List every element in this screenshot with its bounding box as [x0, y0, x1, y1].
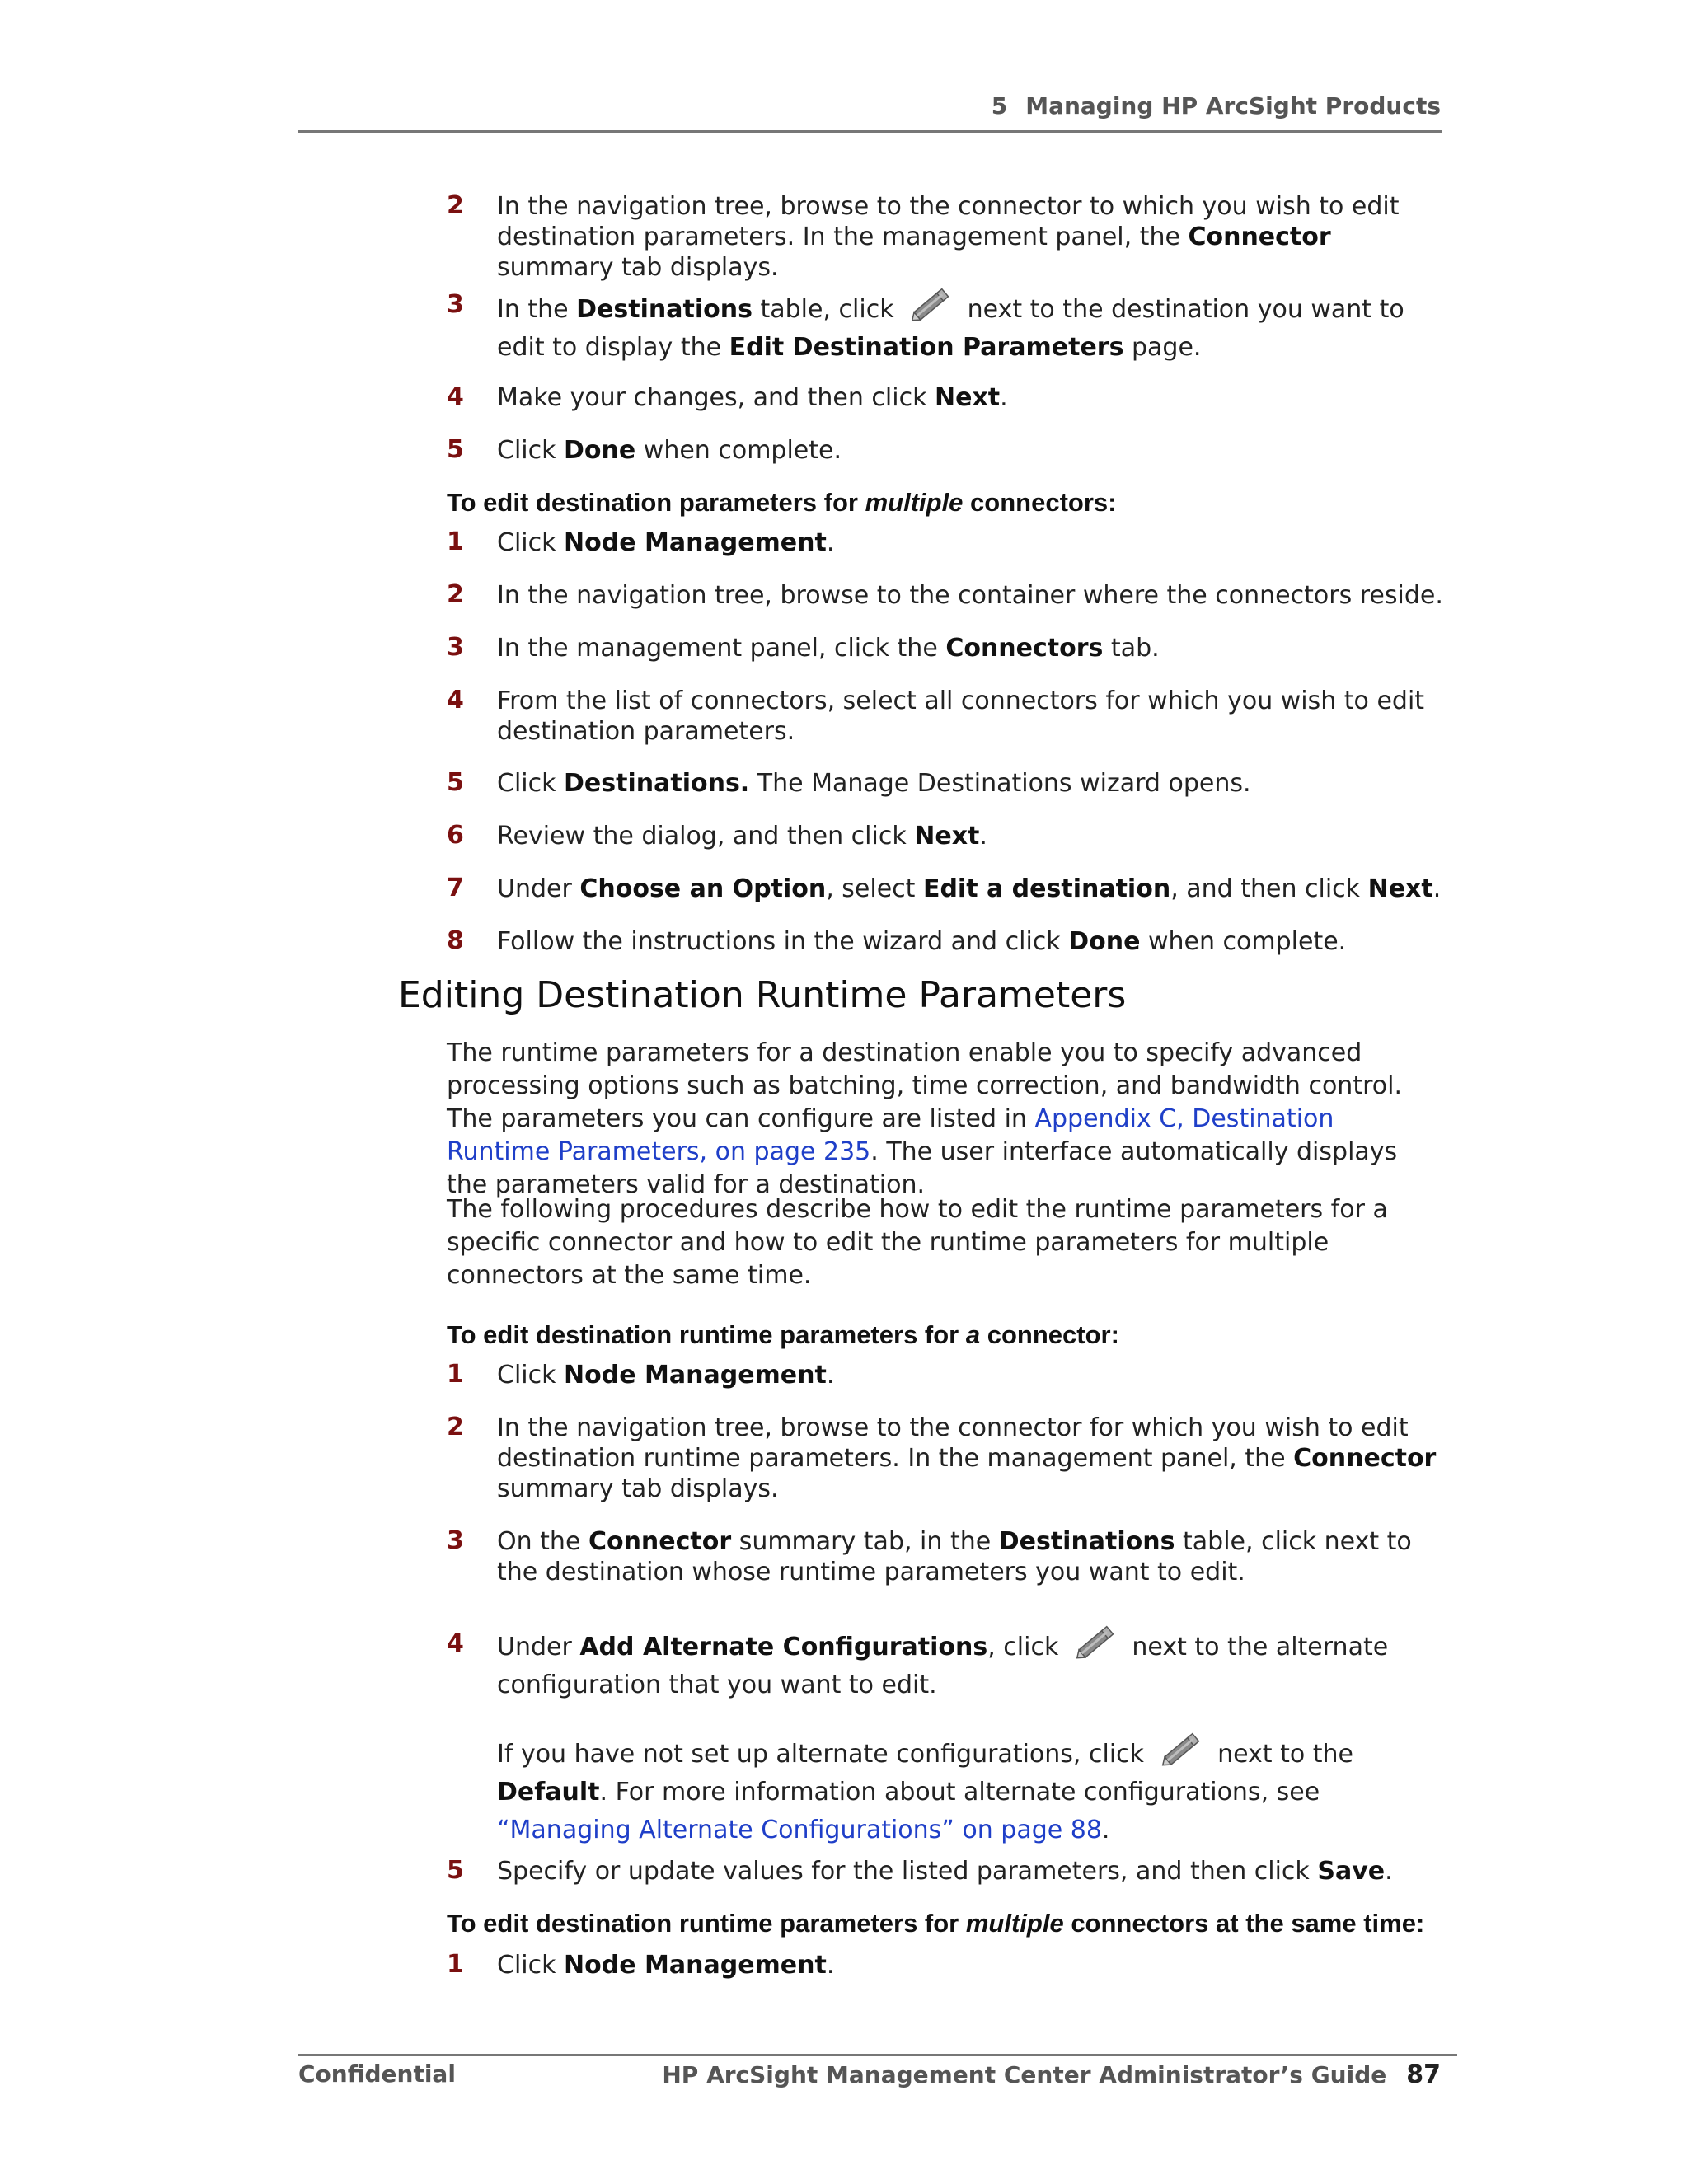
- text-run: Click: [497, 769, 565, 798]
- text-run: Specify or update values for the listed parameters, and then click: [497, 1857, 1318, 1886]
- step-number: 3: [447, 633, 464, 662]
- text-run: .: [979, 822, 987, 851]
- text-run: table, click: [752, 295, 903, 324]
- ui-term: Next: [914, 822, 980, 851]
- step-text: [497, 821, 1445, 851]
- step-number: 2: [447, 580, 464, 609]
- ui-term: Node Management: [564, 1951, 827, 1980]
- footer-confidential: Confidential: [298, 2060, 456, 2088]
- text-run: .: [1385, 1857, 1393, 1886]
- ui-term: Next: [1367, 874, 1433, 903]
- step-text: [497, 527, 1445, 558]
- ui-term: Connectors: [945, 634, 1104, 663]
- step-text: [497, 633, 1445, 663]
- ui-term: Add Alternate Configurations: [579, 1633, 988, 1661]
- text-run: .: [1432, 874, 1442, 903]
- ui-term: Done: [564, 436, 636, 465]
- step-text: [497, 874, 1445, 904]
- text-run: .: [1000, 383, 1008, 412]
- ui-term: Save: [1317, 1857, 1386, 1886]
- cross-reference-link[interactable]: Appendix C, Destination Runtime Parameters, on page 235: [447, 1104, 1334, 1166]
- step-text: [497, 580, 1445, 611]
- procedure-heading-text: connectors at the same time:: [1063, 1909, 1425, 1938]
- header-rule: [298, 130, 1442, 133]
- step-number: 4: [447, 1629, 464, 1658]
- pencil-icon: [1071, 1622, 1119, 1663]
- step-text: [497, 435, 1445, 466]
- page-number: 87: [1406, 2060, 1441, 2089]
- text-run: summary tab displays.: [497, 1474, 779, 1503]
- section-heading: Editing Destination Runtime Parameters: [398, 974, 1127, 1016]
- text-run: The Manage Destinations wizard opens.: [749, 769, 1251, 798]
- procedure-heading-emphasis: a: [965, 1320, 981, 1349]
- text-run: Under: [497, 874, 580, 903]
- procedure-heading-emphasis: multiple: [865, 488, 964, 517]
- cross-reference-link[interactable]: “Managing Alternate Configurations” on page 88: [497, 1816, 1102, 1844]
- step-number: 5: [447, 435, 464, 464]
- text-run: In the navigation tree, browse to the connector for which you wish to edit destination runtime parameters. In the management panel, the: [497, 1413, 1409, 1473]
- step-text: [497, 1413, 1445, 1504]
- text-run: when complete.: [1140, 927, 1347, 956]
- step-number: 5: [447, 1856, 464, 1885]
- step-number: 6: [447, 821, 464, 850]
- text-run: summary tab, in the: [731, 1527, 999, 1556]
- procedure-heading-text: connector:: [980, 1320, 1119, 1349]
- text-run: Click: [497, 1361, 565, 1390]
- text-run: when complete.: [635, 436, 842, 465]
- step-number: 4: [447, 382, 464, 411]
- chapter-number: 5: [991, 92, 1008, 120]
- step-number: 1: [447, 1360, 464, 1389]
- procedure-heading-text: To edit destination runtime parameters for: [447, 1909, 966, 1938]
- step-text: [497, 926, 1445, 957]
- step-number: 3: [447, 290, 464, 319]
- text-run: Follow the instructions in the wizard and click: [497, 927, 1069, 956]
- text-run: Under: [497, 1633, 580, 1661]
- text-run: In the management panel, click the: [497, 634, 946, 663]
- text-run: In the navigation tree, browse to the connector to which you wish to edit destination parameters. In the management panel, the: [497, 192, 1400, 251]
- procedure-heading-text: To edit destination parameters for: [447, 488, 865, 517]
- pencil-icon: [907, 284, 954, 326]
- step-text: [497, 686, 1445, 747]
- ui-term: Connector: [588, 1527, 732, 1556]
- text-run: Make your changes, and then click: [497, 383, 935, 412]
- step-note: [497, 1729, 1412, 1849]
- ui-term: Next: [935, 383, 1001, 412]
- ui-term: Default: [497, 1778, 600, 1807]
- text-run: page.: [1123, 333, 1202, 362]
- text-run: In the navigation tree, browse to the container where the connectors reside.: [497, 581, 1443, 610]
- paragraph: The following procedures describe how to edit the runtime parameters for a specific connector and how to edit the runtime parameters for multiple connectors at the same time.: [447, 1195, 1388, 1290]
- text-run: In the: [497, 295, 577, 324]
- text-run: next to the alternate configuration that you want to edit.: [497, 1633, 1389, 1699]
- text-run: , and then click: [1170, 874, 1368, 903]
- text-run: On the: [497, 1527, 588, 1556]
- ui-term: Destinations: [576, 295, 753, 324]
- step-number: 7: [447, 874, 464, 902]
- step-text: [497, 284, 1445, 367]
- ui-term: Connector: [1188, 223, 1331, 251]
- text-run: , select: [826, 874, 923, 903]
- ui-term: Node Management: [564, 528, 827, 557]
- text-run: .: [1101, 1816, 1110, 1844]
- step-number: 1: [447, 1950, 464, 1979]
- guide-title: HP ArcSight Management Center Administrator’s Guide: [662, 2061, 1387, 2088]
- text-run: . The user interface automatically displays the parameters valid for a destination.: [447, 1137, 1398, 1199]
- step-number: 8: [447, 926, 464, 955]
- footer-title: [662, 2060, 1441, 2089]
- text-run: Click: [497, 1951, 565, 1980]
- text-run: , click: [987, 1633, 1067, 1661]
- ui-term: Connector: [1293, 1444, 1437, 1473]
- step-text: [497, 1856, 1445, 1886]
- step-text: [497, 1360, 1445, 1390]
- text-run: tab.: [1103, 634, 1160, 663]
- step-number: 2: [447, 1413, 464, 1441]
- ui-term: Edit Destination Parameters: [729, 333, 1124, 362]
- ui-term: Edit a destination: [922, 874, 1171, 903]
- procedure-heading-emphasis: multiple: [965, 1909, 1064, 1938]
- procedure-heading-text: To edit destination runtime parameters for: [447, 1320, 966, 1349]
- step-text: [497, 768, 1445, 799]
- running-header: [992, 92, 1441, 120]
- ui-term: Destinations.: [564, 769, 750, 798]
- step-number: 5: [447, 768, 464, 797]
- step-text: [497, 1526, 1445, 1587]
- text-run: next to the destination you want to edit to display the: [497, 295, 1404, 362]
- ui-term: Done: [1068, 927, 1141, 956]
- step-text: [497, 1622, 1445, 1704]
- text-run: table, click next to the destination whose runtime parameters you want to edit.: [497, 1527, 1412, 1586]
- step-number: 4: [447, 686, 464, 715]
- text-run: From the list of connectors, select all connectors for which you wish to edit destination parameters.: [497, 687, 1425, 746]
- step-text: [497, 382, 1445, 413]
- step-text: [497, 191, 1445, 283]
- text-run: If you have not set up alternate configurations, click: [497, 1740, 1152, 1769]
- procedure-heading: [447, 1320, 1119, 1350]
- text-run: summary tab displays.: [497, 253, 779, 282]
- step-text: [497, 1950, 1445, 1980]
- text-run: Click: [497, 528, 565, 557]
- text-run: .: [826, 1951, 835, 1980]
- ui-term: Destinations: [998, 1527, 1175, 1556]
- text-run: Review the dialog, and then click: [497, 822, 915, 851]
- procedure-heading: [447, 488, 1116, 518]
- text-run: next to the: [1209, 1740, 1353, 1769]
- step-number: 1: [447, 527, 464, 556]
- text-run: . For more information about alternate configurations, see: [599, 1778, 1320, 1807]
- step-number: 3: [447, 1526, 464, 1555]
- chapter-title: Managing HP ArcSight Products: [1025, 92, 1441, 120]
- paragraph: [447, 1037, 1444, 1202]
- text-run: Click: [497, 436, 565, 465]
- step-number: 2: [447, 191, 464, 220]
- procedure-heading: [447, 1909, 1424, 1938]
- text-run: .: [826, 528, 835, 557]
- procedure-heading-text: connectors:: [963, 488, 1117, 517]
- ui-term: Node Management: [564, 1361, 827, 1390]
- footer-rule: [298, 2054, 1457, 2056]
- pencil-icon: [1157, 1729, 1205, 1770]
- text-run: The runtime parameters for a destination enable you to specify advanced processing options such as batching, time correction, and bandwidth control. The parameters you can configure are listed in: [447, 1038, 1402, 1133]
- ui-term: Choose an Option: [579, 874, 827, 903]
- text-run: .: [826, 1361, 835, 1390]
